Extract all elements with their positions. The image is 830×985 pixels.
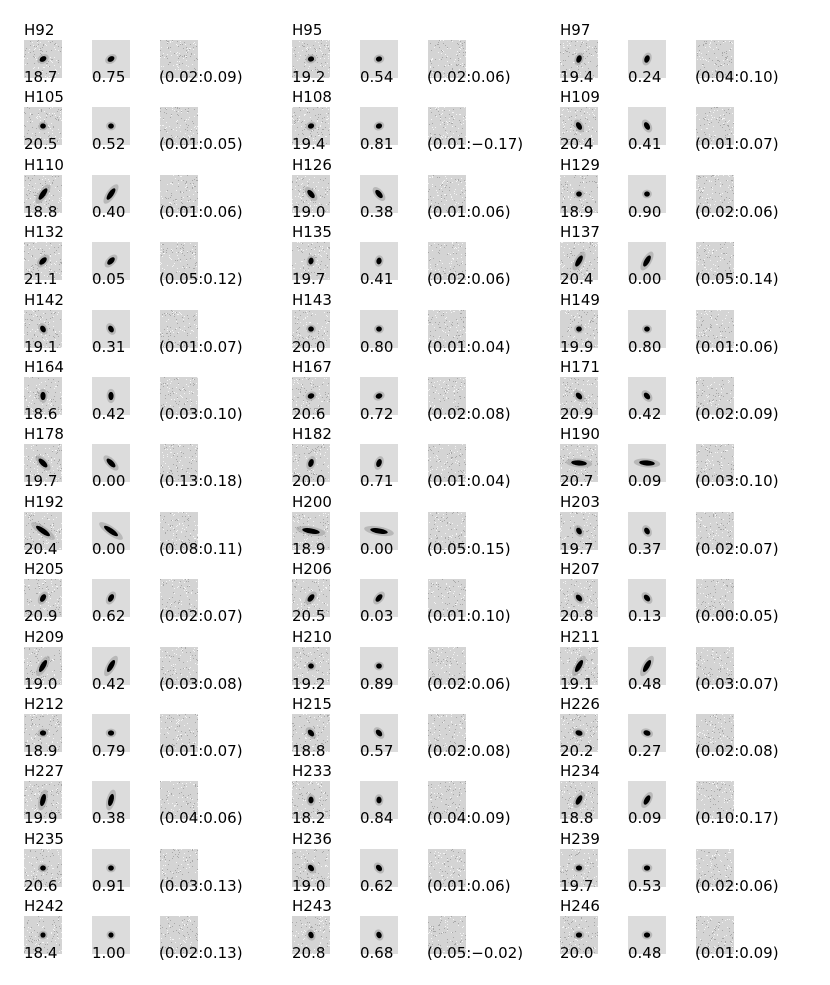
galaxy-entry — [290, 426, 558, 493]
galaxy-id: H109 — [560, 88, 600, 107]
asymmetry-value: (0.01:0.07) — [695, 135, 779, 154]
bulge-ratio-value: 0.09 — [628, 809, 662, 828]
bulge-ratio-value: 0.79 — [92, 742, 126, 760]
asymmetry-value: (0.02:0.08) — [427, 742, 511, 760]
galaxy-id: H212 — [24, 695, 64, 713]
galaxy-id: H126 — [292, 155, 332, 174]
galaxy-id: H135 — [292, 223, 332, 242]
magnitude-value: 20.8 — [560, 607, 594, 626]
bulge-ratio-value: 0.53 — [628, 876, 662, 895]
magnitude-value: 19.7 — [560, 539, 594, 558]
magnitude-value: 19.7 — [292, 270, 326, 289]
bulge-ratio-value: 0.57 — [360, 742, 394, 760]
galaxy-entry — [290, 831, 558, 898]
asymmetry-value: (0.03:0.08) — [159, 674, 243, 693]
asymmetry-value: (0.03:0.10) — [695, 472, 779, 491]
galaxy-entry — [22, 157, 290, 224]
galaxy-entry — [558, 292, 826, 359]
magnitude-value: 19.2 — [292, 674, 326, 693]
bulge-ratio-value: 0.00 — [360, 539, 394, 558]
magnitude-value: 20.6 — [292, 405, 326, 423]
magnitude-value: 20.5 — [24, 135, 58, 154]
galaxy-entry — [558, 898, 826, 965]
magnitude-value: 20.7 — [560, 472, 594, 491]
asymmetry-value: (0.01:−0.17) — [427, 135, 524, 154]
bulge-ratio-value: 0.41 — [360, 270, 394, 289]
galaxy-id: H95 — [292, 21, 323, 39]
bulge-ratio-value: 0.48 — [628, 944, 662, 963]
bulge-ratio-value: 0.38 — [360, 202, 394, 221]
magnitude-value: 18.8 — [24, 202, 58, 221]
galaxy-entry — [22, 359, 290, 426]
magnitude-value: 18.7 — [24, 68, 58, 86]
galaxy-id: H206 — [292, 560, 332, 579]
magnitude-value: 20.4 — [560, 135, 594, 154]
bulge-ratio-value: 0.38 — [92, 809, 126, 828]
galaxy-id: H164 — [24, 358, 64, 376]
galaxy-entry — [558, 89, 826, 156]
galaxy-id: H227 — [24, 762, 64, 781]
galaxy-id: H143 — [292, 290, 332, 309]
galaxy-id: H209 — [24, 627, 64, 646]
galaxy-entry — [22, 22, 290, 89]
galaxy-entry — [558, 224, 826, 291]
asymmetry-value: (0.13:0.18) — [159, 472, 243, 491]
bulge-ratio-value: 0.41 — [628, 135, 662, 154]
bulge-ratio-value: 0.05 — [92, 270, 126, 289]
bulge-ratio-value: 0.42 — [92, 674, 126, 693]
bulge-ratio-value: 0.09 — [628, 472, 662, 491]
bulge-ratio-value: 0.71 — [360, 472, 394, 491]
galaxy-entry — [558, 359, 826, 426]
galaxy-entry — [290, 89, 558, 156]
bulge-ratio-value: 0.03 — [360, 607, 394, 626]
galaxy-entry — [290, 224, 558, 291]
magnitude-value: 20.2 — [560, 742, 594, 760]
asymmetry-value: (0.02:0.06) — [427, 68, 511, 86]
asymmetry-value: (0.02:0.06) — [695, 202, 779, 221]
galaxy-entry — [558, 629, 826, 696]
bulge-ratio-value: 0.31 — [92, 337, 126, 356]
asymmetry-value: (0.05:0.15) — [427, 539, 511, 558]
magnitude-value: 19.4 — [292, 135, 326, 154]
galaxy-id: H210 — [292, 627, 332, 646]
galaxy-entry — [290, 763, 558, 830]
galaxy-entry — [22, 696, 290, 763]
galaxy-id: H242 — [24, 897, 64, 916]
magnitude-value: 19.7 — [24, 472, 58, 491]
galaxy-entry — [290, 898, 558, 965]
asymmetry-value: (0.01:0.06) — [695, 337, 779, 356]
bulge-ratio-value: 0.91 — [92, 876, 126, 895]
galaxy-id: H243 — [292, 897, 332, 916]
galaxy-entry — [558, 696, 826, 763]
galaxy-id: H235 — [24, 829, 64, 848]
bulge-ratio-value: 1.00 — [92, 944, 126, 963]
magnitude-value: 19.9 — [24, 809, 58, 828]
galaxy-id: H97 — [560, 21, 591, 39]
asymmetry-value: (0.03:0.07) — [695, 674, 779, 693]
galaxy-id: H149 — [560, 290, 600, 309]
magnitude-value: 21.1 — [24, 270, 58, 289]
magnitude-value: 18.9 — [24, 742, 58, 760]
bulge-ratio-value: 0.62 — [360, 876, 394, 895]
asymmetry-value: (0.02:0.13) — [159, 944, 243, 963]
asymmetry-value: (0.02:0.09) — [695, 405, 779, 423]
magnitude-value: 19.0 — [292, 876, 326, 895]
galaxy-id: H178 — [24, 425, 64, 444]
asymmetry-value: (0.04:0.10) — [695, 68, 779, 86]
galaxy-entry — [22, 898, 290, 965]
asymmetry-value: (0.01:0.07) — [159, 337, 243, 356]
asymmetry-value: (0.01:0.04) — [427, 472, 511, 491]
magnitude-value: 18.8 — [292, 742, 326, 760]
galaxy-entry — [22, 426, 290, 493]
galaxy-id: H129 — [560, 155, 600, 174]
galaxy-entry — [290, 696, 558, 763]
bulge-ratio-value: 0.89 — [360, 674, 394, 693]
bulge-ratio-value: 0.80 — [360, 337, 394, 356]
asymmetry-value: (0.02:0.07) — [695, 539, 779, 558]
galaxy-id: H190 — [560, 425, 600, 444]
bulge-ratio-value: 0.40 — [92, 202, 126, 221]
galaxy-entry — [22, 292, 290, 359]
magnitude-value: 19.9 — [560, 337, 594, 356]
galaxy-entry — [22, 224, 290, 291]
bulge-ratio-value: 0.00 — [628, 270, 662, 289]
bulge-ratio-value: 0.00 — [92, 472, 126, 491]
magnitude-value: 20.6 — [24, 876, 58, 895]
asymmetry-value: (0.10:0.17) — [695, 809, 779, 828]
magnitude-value: 19.7 — [560, 876, 594, 895]
asymmetry-value: (0.01:0.09) — [695, 944, 779, 963]
galaxy-entry — [558, 494, 826, 561]
bulge-ratio-value: 0.68 — [360, 944, 394, 963]
galaxy-entry — [22, 629, 290, 696]
asymmetry-value: (0.02:0.07) — [159, 607, 243, 626]
galaxy-entry — [290, 494, 558, 561]
asymmetry-value: (0.03:0.10) — [159, 405, 243, 423]
galaxy-entry — [290, 22, 558, 89]
galaxy-id: H105 — [24, 88, 64, 107]
galaxy-entry — [22, 494, 290, 561]
galaxy-id: H203 — [560, 492, 600, 511]
asymmetry-value: (0.02:0.06) — [427, 674, 511, 693]
galaxy-id: H132 — [24, 223, 64, 242]
galaxy-id: H200 — [292, 492, 332, 511]
asymmetry-value: (0.01:0.04) — [427, 337, 511, 356]
magnitude-value: 20.4 — [24, 539, 58, 558]
galaxy-id: H236 — [292, 829, 332, 848]
galaxy-id: H234 — [560, 762, 600, 781]
galaxy-id: H108 — [292, 88, 332, 107]
galaxy-entry — [22, 763, 290, 830]
galaxy-entry — [290, 157, 558, 224]
asymmetry-value: (0.01:0.10) — [427, 607, 511, 626]
asymmetry-value: (0.02:0.08) — [427, 405, 511, 423]
bulge-ratio-value: 0.48 — [628, 674, 662, 693]
galaxy-entry — [558, 561, 826, 628]
magnitude-value: 20.5 — [292, 607, 326, 626]
galaxy-id: H211 — [560, 627, 600, 646]
asymmetry-value: (0.05:−0.02) — [427, 944, 524, 963]
galaxy-id: H239 — [560, 829, 600, 848]
bulge-ratio-value: 0.81 — [360, 135, 394, 154]
magnitude-value: 18.9 — [292, 539, 326, 558]
galaxy-id: H246 — [560, 897, 600, 916]
bulge-ratio-value: 0.80 — [628, 337, 662, 356]
bulge-ratio-value: 0.24 — [628, 68, 662, 86]
galaxy-id: H233 — [292, 762, 332, 781]
bulge-ratio-value: 0.37 — [628, 539, 662, 558]
magnitude-value: 18.4 — [24, 944, 58, 963]
magnitude-value: 18.2 — [292, 809, 326, 828]
bulge-ratio-value: 0.52 — [92, 135, 126, 154]
asymmetry-value: (0.08:0.11) — [159, 539, 243, 558]
magnitude-value: 20.0 — [292, 472, 326, 491]
asymmetry-value: (0.02:0.08) — [695, 742, 779, 760]
galaxy-entry — [558, 22, 826, 89]
galaxy-entry — [558, 831, 826, 898]
galaxy-entry — [558, 426, 826, 493]
bulge-ratio-value: 0.42 — [628, 405, 662, 423]
galaxy-id: H182 — [292, 425, 332, 444]
galaxy-entry — [22, 831, 290, 898]
magnitude-value: 19.2 — [292, 68, 326, 86]
magnitude-value: 18.6 — [24, 405, 58, 423]
asymmetry-value: (0.02:0.06) — [427, 270, 511, 289]
galaxy-entry — [290, 561, 558, 628]
magnitude-value: 20.9 — [560, 405, 594, 423]
bulge-ratio-value: 0.84 — [360, 809, 394, 828]
galaxy-id: H207 — [560, 560, 600, 579]
magnitude-value: 20.9 — [24, 607, 58, 626]
bulge-ratio-value: 0.42 — [92, 405, 126, 423]
asymmetry-value: (0.01:0.07) — [159, 742, 243, 760]
galaxy-id: H192 — [24, 492, 64, 511]
asymmetry-value: (0.01:0.05) — [159, 135, 243, 154]
galaxy-id: H142 — [24, 290, 64, 309]
galaxy-entry — [22, 89, 290, 156]
magnitude-value: 20.0 — [292, 337, 326, 356]
galaxy-entry — [558, 157, 826, 224]
galaxy-entry — [290, 292, 558, 359]
magnitude-value: 18.9 — [560, 202, 594, 221]
magnitude-value: 19.0 — [24, 674, 58, 693]
magnitude-value: 20.8 — [292, 944, 326, 963]
asymmetry-value: (0.03:0.13) — [159, 876, 243, 895]
asymmetry-value: (0.04:0.09) — [427, 809, 511, 828]
bulge-ratio-value: 0.62 — [92, 607, 126, 626]
galaxy-id: H215 — [292, 695, 332, 713]
asymmetry-value: (0.01:0.06) — [427, 202, 511, 221]
magnitude-value: 19.0 — [292, 202, 326, 221]
asymmetry-value: (0.01:0.06) — [159, 202, 243, 221]
asymmetry-value: (0.04:0.06) — [159, 809, 243, 828]
galaxy-entry — [290, 359, 558, 426]
galaxy-id: H226 — [560, 695, 600, 713]
bulge-ratio-value: 0.90 — [628, 202, 662, 221]
galaxy-entry — [290, 629, 558, 696]
magnitude-value: 19.1 — [24, 337, 58, 356]
galaxy-id: H92 — [24, 21, 55, 39]
magnitude-value: 20.0 — [560, 944, 594, 963]
galaxy-entry — [22, 561, 290, 628]
magnitude-value: 20.4 — [560, 270, 594, 289]
asymmetry-value: (0.05:0.14) — [695, 270, 779, 289]
magnitude-value: 19.1 — [560, 674, 594, 693]
magnitude-value: 18.8 — [560, 809, 594, 828]
galaxy-id: H137 — [560, 223, 600, 242]
bulge-ratio-value: 0.75 — [92, 68, 126, 86]
asymmetry-value: (0.02:0.06) — [695, 876, 779, 895]
galaxy-id: H110 — [24, 155, 64, 174]
asymmetry-value: (0.01:0.06) — [427, 876, 511, 895]
galaxy-id: H171 — [560, 358, 600, 376]
asymmetry-value: (0.00:0.05) — [695, 607, 779, 626]
bulge-ratio-value: 0.54 — [360, 68, 394, 86]
bulge-ratio-value: 0.72 — [360, 405, 394, 423]
galaxy-id: H205 — [24, 560, 64, 579]
asymmetry-value: (0.05:0.12) — [159, 270, 243, 289]
bulge-ratio-value: 0.27 — [628, 742, 662, 760]
magnitude-value: 19.4 — [560, 68, 594, 86]
galaxy-entry — [558, 763, 826, 830]
asymmetry-value: (0.02:0.09) — [159, 68, 243, 86]
bulge-ratio-value: 0.00 — [92, 539, 126, 558]
bulge-ratio-value: 0.13 — [628, 607, 662, 626]
galaxy-id: H167 — [292, 358, 332, 376]
